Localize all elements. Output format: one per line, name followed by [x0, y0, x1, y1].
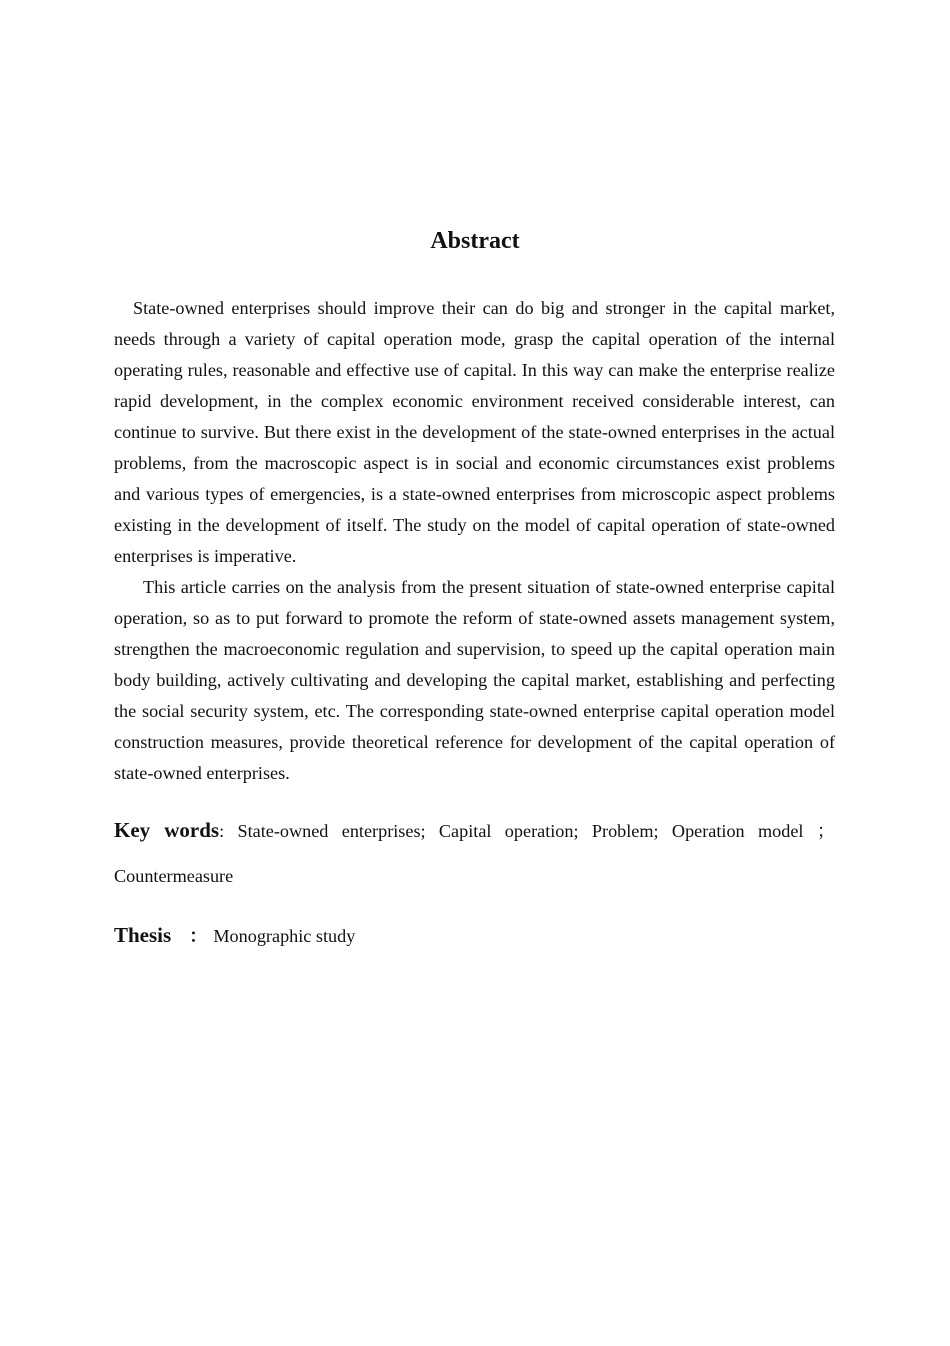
- thesis-value: Monographic study: [213, 926, 356, 946]
- keywords-section: [114, 808, 835, 899]
- abstract-title: Abstract: [430, 228, 520, 254]
- thesis-label: Thesis: [114, 923, 172, 947]
- abstract-body: [114, 293, 835, 789]
- keywords-separator: :: [219, 821, 225, 841]
- abstract-paragraph-2: This article carries on the analysis from the present situation of state-owned enterprise capital operation, so as to put forward to promote the reform of state-owned assets management system, strengthen the macroeconomic regulation and supervision, to speed up the capital operation main body building, actively cultivating and developing the capital market, establishing and perfecting the social security system, etc. The corresponding state-owned enterprise capital operation model construction measures, provide theoretical reference for development of the capital operation of state-owned enterprises.: [114, 577, 835, 783]
- thesis-separator: ：: [189, 926, 208, 946]
- thesis-section: [114, 918, 835, 953]
- abstract-paragraph-1: State-owned enterprises should improve their can do big and stronger in the capital market, needs through a variety of capital operation mode, grasp the capital operation of the internal operating rules, reasonable and effective use of capital. In this way can make the enterprise realize rapid development, in the complex economic environment received considerable interest, can continue to survive. But there exist in the development of the state-owned enterprises in the actual problems, from the macroscopic aspect is in social and economic circumstances exist problems and various types of emergencies, is a state-owned enterprises from microscopic aspect problems existing in the development of itself. The study on the model of capital operation of state-owned enterprises is imperative.: [114, 298, 835, 566]
- keywords-label: Key words: [114, 818, 220, 842]
- keywords-text: State-owned enterprises; Capital operation; Problem; Operation model ； Countermeasure: [114, 821, 836, 886]
